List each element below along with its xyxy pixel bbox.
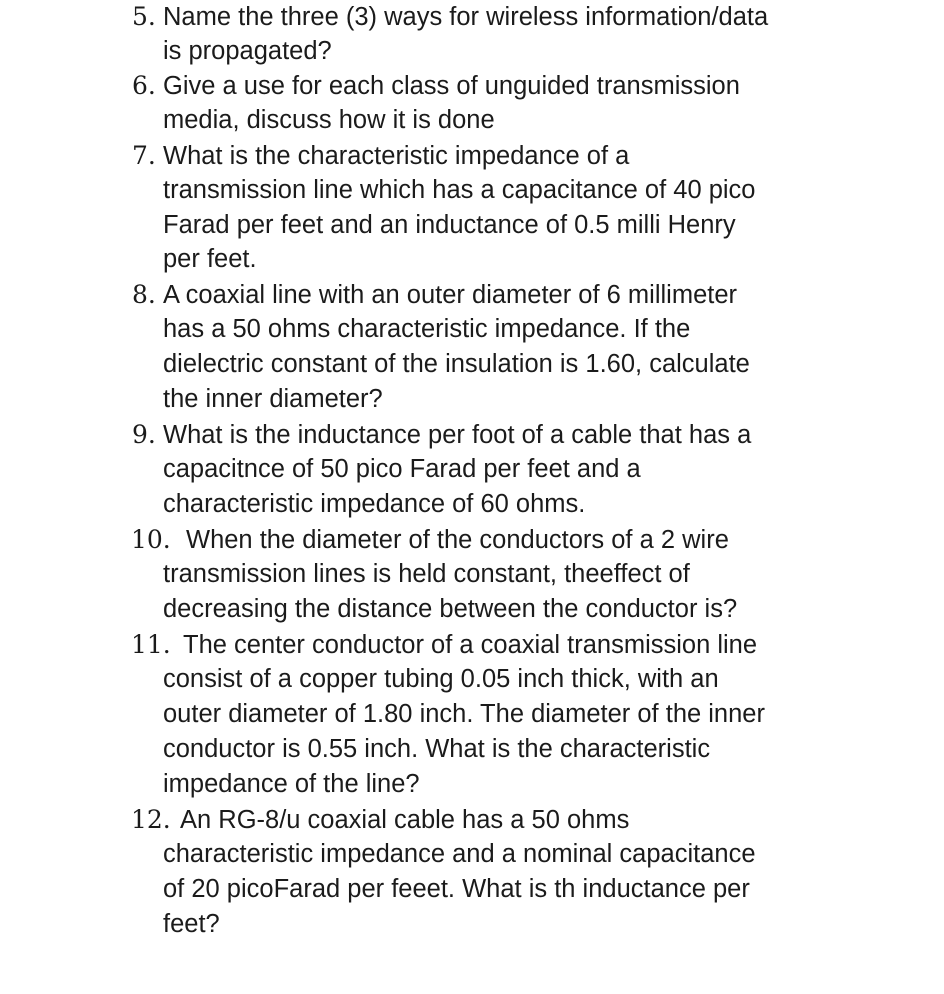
question-12-cont bbox=[0, 872, 944, 906]
question-text-line: capacitnce of 50 pico Farad per feet and a bbox=[163, 455, 641, 483]
question-8-cont bbox=[0, 347, 944, 381]
question-text-line: outer diameter of 1.80 inch. The diameter of the inner bbox=[163, 700, 765, 728]
question-11 bbox=[0, 628, 944, 662]
question-text-line: Give a use for each class of unguided transmission bbox=[163, 72, 740, 100]
question-text-line: media, discuss how it is done bbox=[163, 106, 495, 134]
question-9-cont bbox=[0, 487, 944, 521]
question-6 bbox=[0, 69, 944, 103]
question-number: 10. bbox=[131, 525, 171, 554]
question-text-line: conductor is 0.55 inch. What is the characteristic bbox=[163, 735, 711, 763]
question-8 bbox=[0, 278, 944, 312]
question-text-line: characteristic impedance and a nominal capacitance bbox=[163, 840, 756, 868]
question-text-line: the inner diameter? bbox=[163, 385, 383, 413]
question-text-line: decreasing the distance between the conductor is? bbox=[163, 595, 738, 623]
question-text-line: A coaxial line with an outer diameter of 6 millimeter bbox=[163, 281, 738, 309]
question-8-cont bbox=[0, 312, 944, 346]
question-number: 12. bbox=[131, 805, 171, 834]
question-11-cont bbox=[0, 662, 944, 696]
question-7-cont bbox=[0, 173, 944, 207]
question-text-line: characteristic impedance of 60 ohms. bbox=[163, 490, 586, 518]
question-number: 8. bbox=[132, 280, 156, 309]
question-number: 6. bbox=[132, 71, 156, 100]
question-7-cont bbox=[0, 242, 944, 276]
question-11-cont bbox=[0, 732, 944, 766]
question-text-line: The center conductor of a coaxial transmission line bbox=[183, 631, 758, 659]
question-text-line: impedance of the line? bbox=[163, 770, 420, 798]
question-10 bbox=[0, 523, 944, 557]
question-5-cont bbox=[0, 34, 944, 68]
question-12-cont bbox=[0, 837, 944, 871]
question-7-cont bbox=[0, 208, 944, 242]
question-text-line: of 20 picoFarad per feeet. What is th inductance per bbox=[163, 875, 750, 903]
question-number: 7. bbox=[132, 141, 156, 170]
question-text-line: per feet. bbox=[163, 245, 257, 273]
question-10-cont bbox=[0, 592, 944, 626]
question-text-line: What is the characteristic impedance of a bbox=[163, 142, 630, 170]
question-number: 5. bbox=[132, 2, 156, 31]
question-text-line: An RG-8/u coaxial cable has a 50 ohms bbox=[180, 806, 630, 834]
question-11-cont bbox=[0, 767, 944, 801]
question-number: 9. bbox=[132, 420, 156, 449]
question-9 bbox=[0, 418, 944, 452]
question-text-line: Name the three (3) ways for wireless information/data bbox=[163, 3, 769, 31]
question-7 bbox=[0, 139, 944, 173]
question-text-line: Farad per feet and an inductance of 0.5 milli Henry bbox=[163, 211, 736, 239]
question-12 bbox=[0, 803, 944, 837]
question-text-line: dielectric constant of the insulation is 1.60, calculate bbox=[163, 350, 750, 378]
question-9-cont bbox=[0, 452, 944, 486]
question-6-cont bbox=[0, 103, 944, 137]
question-5 bbox=[0, 0, 944, 34]
question-text-line: When the diameter of the conductors of a 2 wire bbox=[186, 526, 729, 554]
question-text-line: What is the inductance per foot of a cable that has a bbox=[163, 421, 752, 449]
question-text-line: has a 50 ohms characteristic impedance. If the bbox=[163, 315, 691, 343]
question-text-line: feet? bbox=[163, 910, 220, 938]
question-text-line: consist of a copper tubing 0.05 inch thick, with an bbox=[163, 665, 719, 693]
question-12-cont bbox=[0, 907, 944, 941]
question-text-line: transmission line which has a capacitance of 40 pico bbox=[163, 176, 756, 204]
question-number: 11. bbox=[131, 630, 171, 659]
question-10-cont bbox=[0, 557, 944, 591]
question-11-cont bbox=[0, 697, 944, 731]
question-8-cont bbox=[0, 382, 944, 416]
question-text-line: is propagated? bbox=[163, 37, 332, 65]
question-text-line: transmission lines is held constant, theeffect of bbox=[163, 560, 690, 588]
